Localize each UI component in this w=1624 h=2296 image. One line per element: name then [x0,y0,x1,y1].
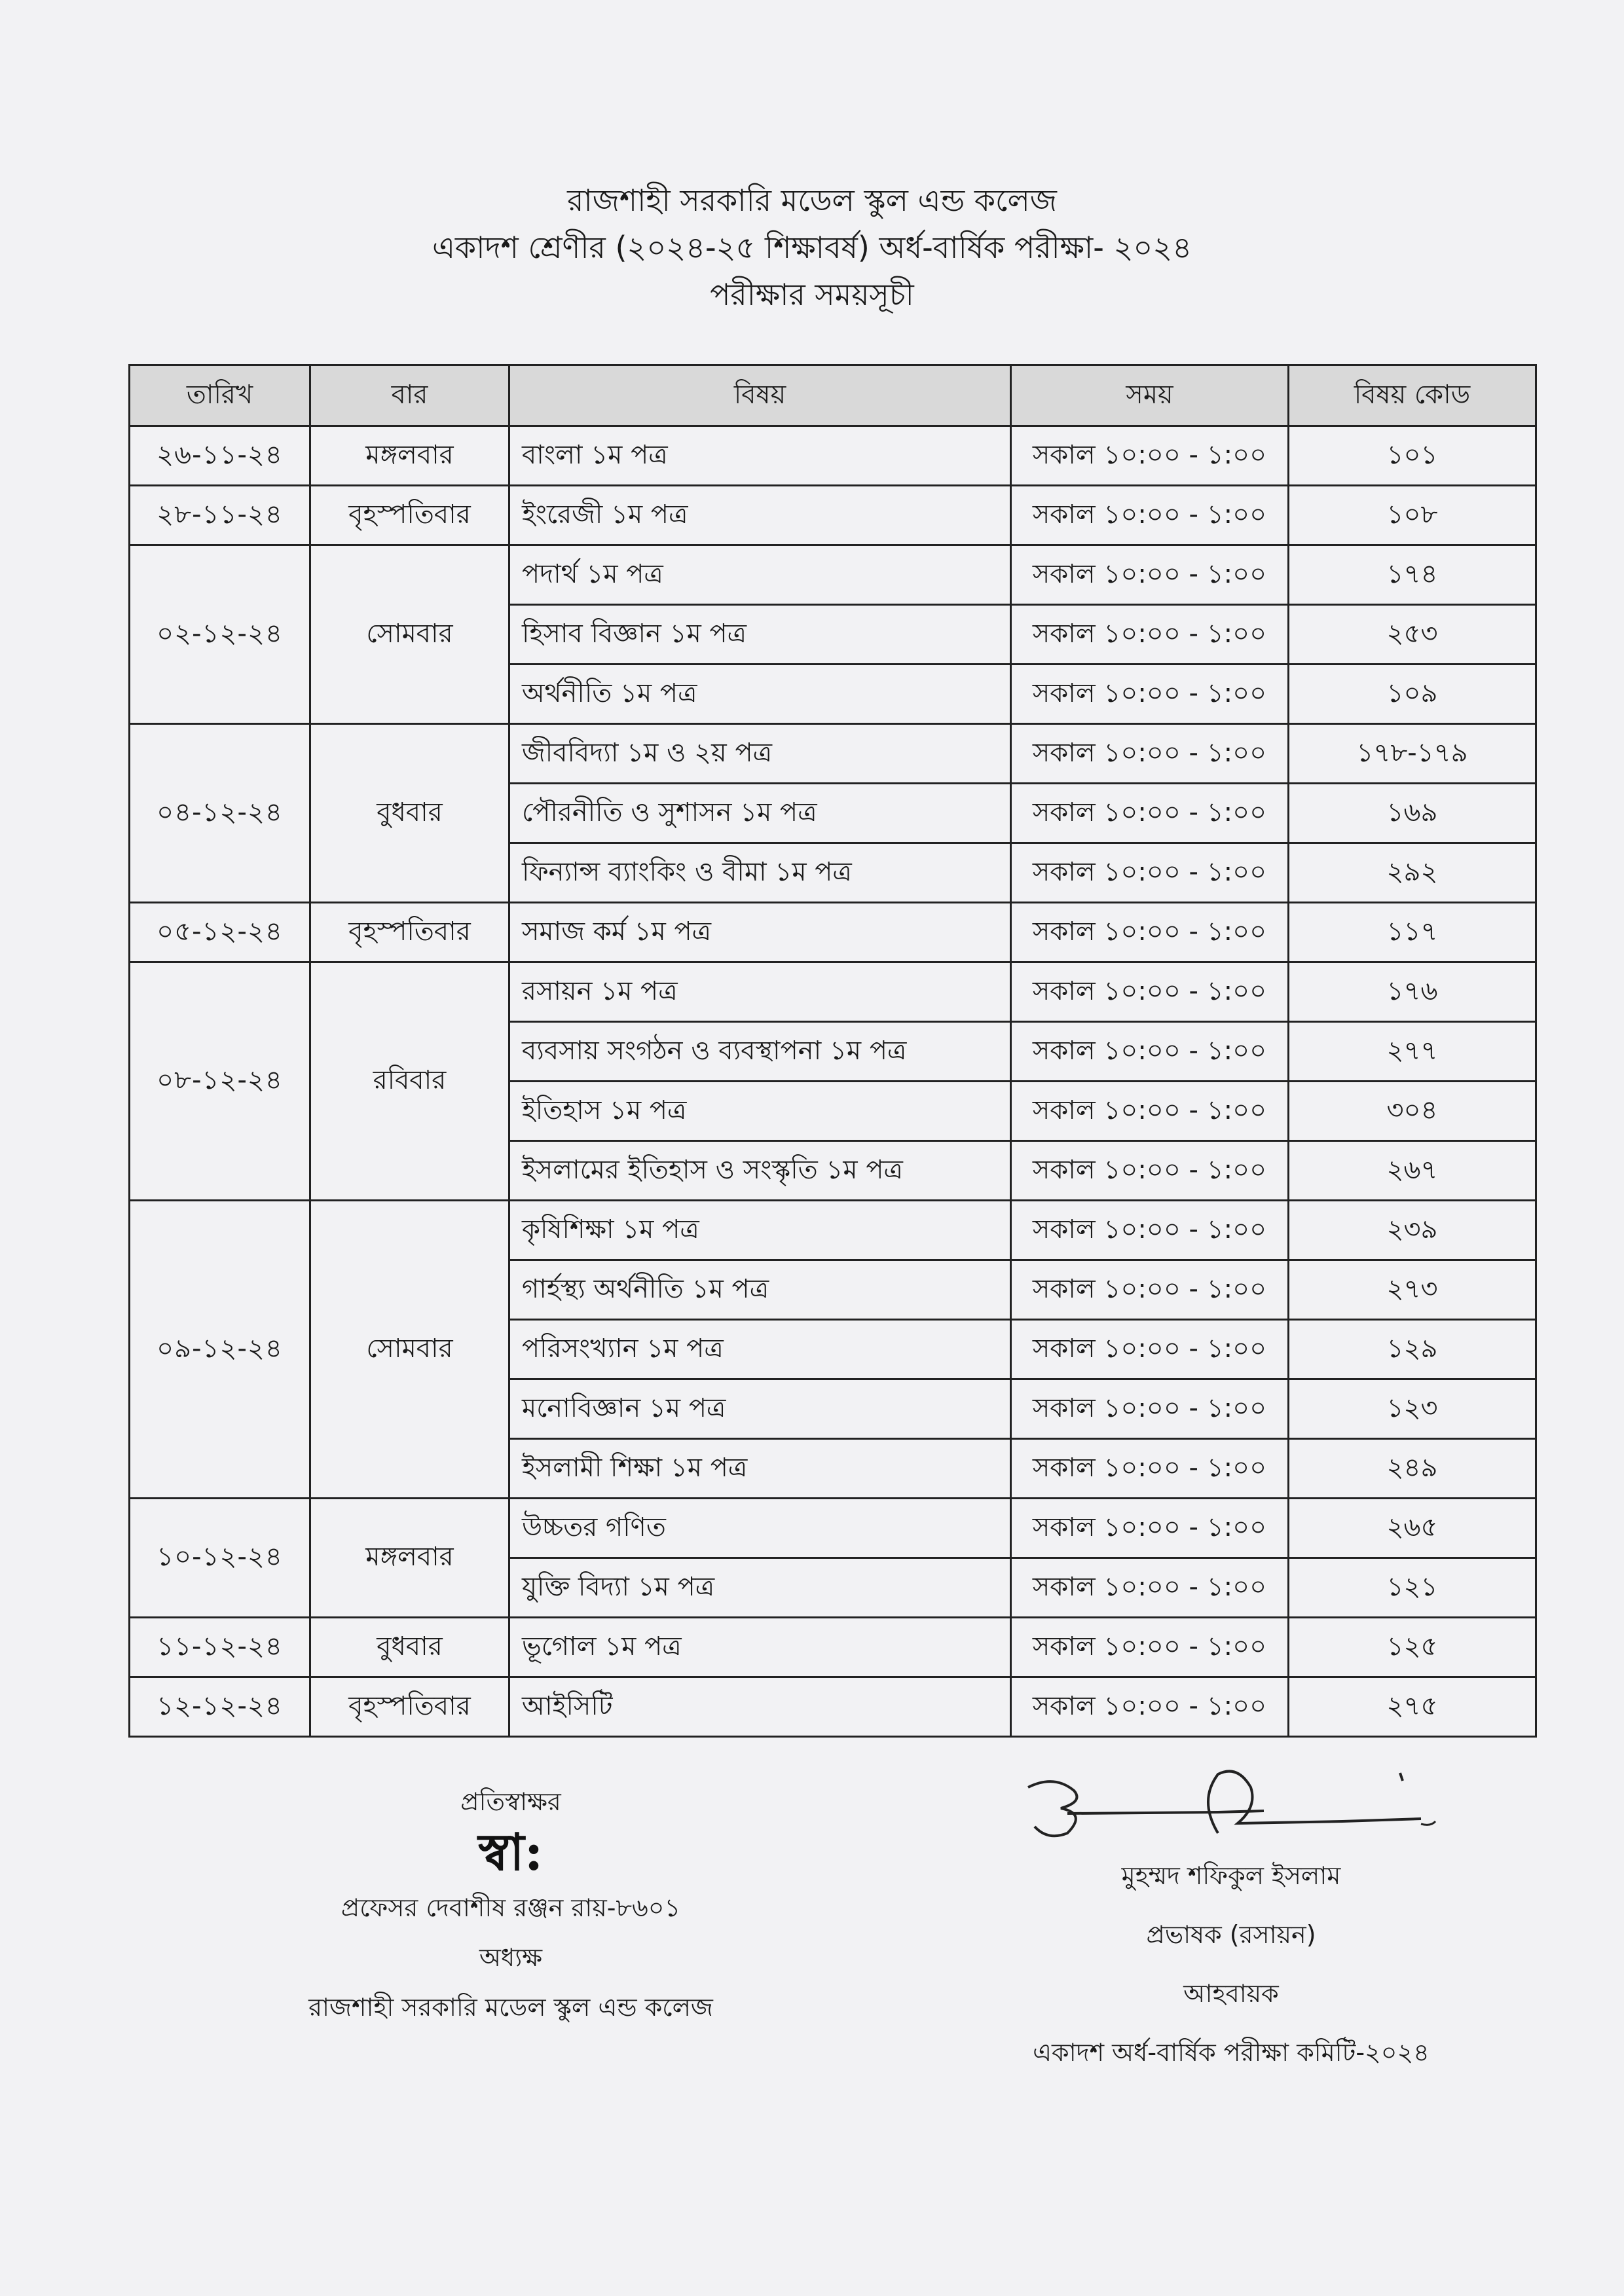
exam-date-cell: ১১-১২-২৪ [130,1618,310,1677]
time-cell: সকাল ১০:০০ - ১:০০ [1011,1618,1289,1677]
subject-code-cell: ২৬৭ [1289,1141,1536,1201]
time-cell: সকাল ১০:০০ - ১:০০ [1011,1677,1289,1737]
subject-cell: যুক্তি বিদ্যা ১ম পত্র [509,1558,1011,1618]
column-header-day: বার [310,365,509,426]
countersign-mark: স্বা: [478,1823,544,1882]
time-cell: সকাল ১০:০০ - ১:০০ [1011,665,1289,724]
subject-code-cell: ১৭৮-১৭৯ [1289,724,1536,784]
table-row [130,1499,1536,1558]
subject-cell: সমাজ কর্ম ১ম পত্র [509,903,1011,962]
exam-day-cell: রবিবার [310,962,509,1201]
subject-code-cell: ১১৭ [1289,903,1536,962]
time-cell: সকাল ১০:০০ - ১:০০ [1011,1260,1289,1320]
countersign-block [216,1781,805,2032]
signature-icon [1002,1761,1460,1846]
table-row [130,545,1536,605]
column-header-code: বিষয় কোড [1289,365,1536,426]
table-row [130,724,1536,784]
subject-cell: পরিসংখ্যান ১ম পত্র [509,1320,1011,1379]
exam-day-cell: বুধবার [310,724,509,903]
convener-block [943,1761,1519,2082]
time-cell: সকাল ১০:০০ - ১:০০ [1011,1320,1289,1379]
table-header-row [130,365,1536,426]
schedule-title: পরীক্ষার সময়সূচী [710,277,914,312]
subject-code-cell: ১০১ [1289,426,1536,486]
subject-cell: কৃষিশিক্ষা ১ম পত্র [509,1201,1011,1260]
time-cell: সকাল ১০:০০ - ১:০০ [1011,724,1289,784]
time-cell: সকাল ১০:০০ - ১:০০ [1011,1141,1289,1201]
subject-cell: ভূগোল ১ম পত্র [509,1618,1011,1677]
institution-name: রাজশাহী সরকারি মডেল স্কুল এন্ড কলেজ [567,183,1057,218]
subject-code-cell: ১০৮ [1289,486,1536,545]
convener-designation: প্রভাষক (রসায়ন) [1146,1920,1316,1949]
column-header-date: তারিখ [130,365,310,426]
subject-code-cell: ১২৯ [1289,1320,1536,1379]
exam-date-cell: ২৬-১১-২৪ [130,426,310,486]
subject-cell: অর্থনীতি ১ম পত্র [509,665,1011,724]
exam-day-cell: বৃহস্পতিবার [310,486,509,545]
subject-code-cell: ১২১ [1289,1558,1536,1618]
subject-cell: ইসলামের ইতিহাস ও সংস্কৃতি ১ম পত্র [509,1141,1011,1201]
exam-date-cell: ০৮-১২-২৪ [130,962,310,1201]
subject-cell: বাংলা ১ম পত্র [509,426,1011,486]
subject-cell: ইতিহাস ১ম পত্র [509,1082,1011,1141]
time-cell: সকাল ১০:০০ - ১:০০ [1011,426,1289,486]
subject-cell: মনোবিজ্ঞান ১ম পত্র [509,1379,1011,1439]
exam-date-cell: ০২-১২-২৪ [130,545,310,724]
table-row [130,486,1536,545]
exam-day-cell: সোমবার [310,545,509,724]
exam-title: একাদশ শ্রেণীর (২০২৪-২৫ শিক্ষাবর্ষ) অর্ধ-বার্ষিক পরীক্ষা- ২০২৪ [432,230,1192,265]
subject-code-cell: ২৬৫ [1289,1499,1536,1558]
principal-institution: রাজশাহী সরকারি মডেল স্কুল এন্ড কলেজ [308,1993,713,2022]
subject-code-cell: ১০৯ [1289,665,1536,724]
table-row [130,1618,1536,1677]
subject-code-cell: ২৫৩ [1289,605,1536,665]
subject-cell: ইসলামী শিক্ষা ১ম পত্র [509,1439,1011,1499]
table-body [130,426,1536,1737]
exam-day-cell: মঙ্গলবার [310,1499,509,1618]
exam-date-cell: ১০-১২-২৪ [130,1499,310,1618]
subject-cell: জীববিদ্যা ১ম ও ২য় পত্র [509,724,1011,784]
countersign-label: প্রতিস্বাক্ষর [460,1787,561,1816]
exam-day-cell: সোমবার [310,1201,509,1499]
subject-cell: ফিন্যান্স ব্যাংকিং ও বীমা ১ম পত্র [509,843,1011,903]
subject-code-cell: ২৭৫ [1289,1677,1536,1737]
time-cell: সকাল ১০:০০ - ১:০০ [1011,605,1289,665]
exam-date-cell: ২৮-১১-২৪ [130,486,310,545]
time-cell: সকাল ১০:০০ - ১:০০ [1011,1082,1289,1141]
principal-designation: অধ্যক্ষ [479,1943,542,1972]
subject-cell: আইসিটি [509,1677,1011,1737]
time-cell: সকাল ১০:০০ - ১:০০ [1011,784,1289,843]
exam-day-cell: মঙ্গলবার [310,426,509,486]
time-cell: সকাল ১০:০০ - ১:০০ [1011,1379,1289,1439]
subject-code-cell: ১৭৬ [1289,962,1536,1022]
time-cell: সকাল ১০:০০ - ১:০০ [1011,1558,1289,1618]
convener-role: আহবায়ক [1183,1979,1279,2008]
exam-date-cell: ০৫-১২-২৪ [130,903,310,962]
subject-code-cell: ২৯২ [1289,843,1536,903]
time-cell: সকাল ১০:০০ - ১:০০ [1011,1022,1289,1082]
subject-cell: পদার্থ ১ম পত্র [509,545,1011,605]
subject-cell: ইংরেজী ১ম পত্র [509,486,1011,545]
table-row [130,1677,1536,1737]
subject-cell: ব্যবসায় সংগঠন ও ব্যবস্থাপনা ১ম পত্র [509,1022,1011,1082]
subject-code-cell: ১৬৯ [1289,784,1536,843]
subject-cell: গার্হস্থ্য অর্থনীতি ১ম পত্র [509,1260,1011,1320]
subject-code-cell: ১২৫ [1289,1618,1536,1677]
exam-day-cell: বৃহস্পতিবার [310,1677,509,1737]
principal-name: প্রফেসর দেবাশীষ রঞ্জন রায়-৮৬০১ [341,1893,681,1922]
exam-date-cell: ০৪-১২-২৪ [130,724,310,903]
subject-code-cell: ২৪৯ [1289,1439,1536,1499]
column-header-subject: বিষয় [509,365,1011,426]
time-cell: সকাল ১০:০০ - ১:০০ [1011,1499,1289,1558]
subject-code-cell: ২৩৯ [1289,1201,1536,1260]
table-row [130,962,1536,1022]
subject-code-cell: ২৭৩ [1289,1260,1536,1320]
time-cell: সকাল ১০:০০ - ১:০০ [1011,545,1289,605]
exam-day-cell: বুধবার [310,1618,509,1677]
subject-cell: পৌরনীতি ও সুশাসন ১ম পত্র [509,784,1011,843]
exam-date-cell: ১২-১২-২৪ [130,1677,310,1737]
convener-name: মুহম্মদ শফিকুল ইসলাম [1121,1861,1341,1890]
document-header [0,177,1624,318]
time-cell: সকাল ১০:০০ - ১:০০ [1011,843,1289,903]
exam-day-cell: বৃহস্পতিবার [310,903,509,962]
table-row [130,1201,1536,1260]
time-cell: সকাল ১০:০০ - ১:০০ [1011,1439,1289,1499]
column-header-time: সময় [1011,365,1289,426]
subject-code-cell: ২৭৭ [1289,1022,1536,1082]
time-cell: সকাল ১০:০০ - ১:০০ [1011,1201,1289,1260]
exam-schedule-table [128,364,1537,1738]
subject-cell: রসায়ন ১ম পত্র [509,962,1011,1022]
time-cell: সকাল ১০:০০ - ১:০০ [1011,903,1289,962]
time-cell: সকাল ১০:০০ - ১:০০ [1011,486,1289,545]
table-row [130,426,1536,486]
exam-date-cell: ০৯-১২-২৪ [130,1201,310,1499]
subject-cell: উচ্চতর গণিত [509,1499,1011,1558]
subject-code-cell: ৩০৪ [1289,1082,1536,1141]
time-cell: সকাল ১০:০০ - ১:০০ [1011,962,1289,1022]
subject-cell: হিসাব বিজ্ঞান ১ম পত্র [509,605,1011,665]
table-row [130,903,1536,962]
subject-code-cell: ১৭৪ [1289,545,1536,605]
subject-code-cell: ১২৩ [1289,1379,1536,1439]
convener-committee: একাদশ অর্ধ-বার্ষিক পরীক্ষা কমিটি-২০২৪ [1033,2038,1430,2067]
